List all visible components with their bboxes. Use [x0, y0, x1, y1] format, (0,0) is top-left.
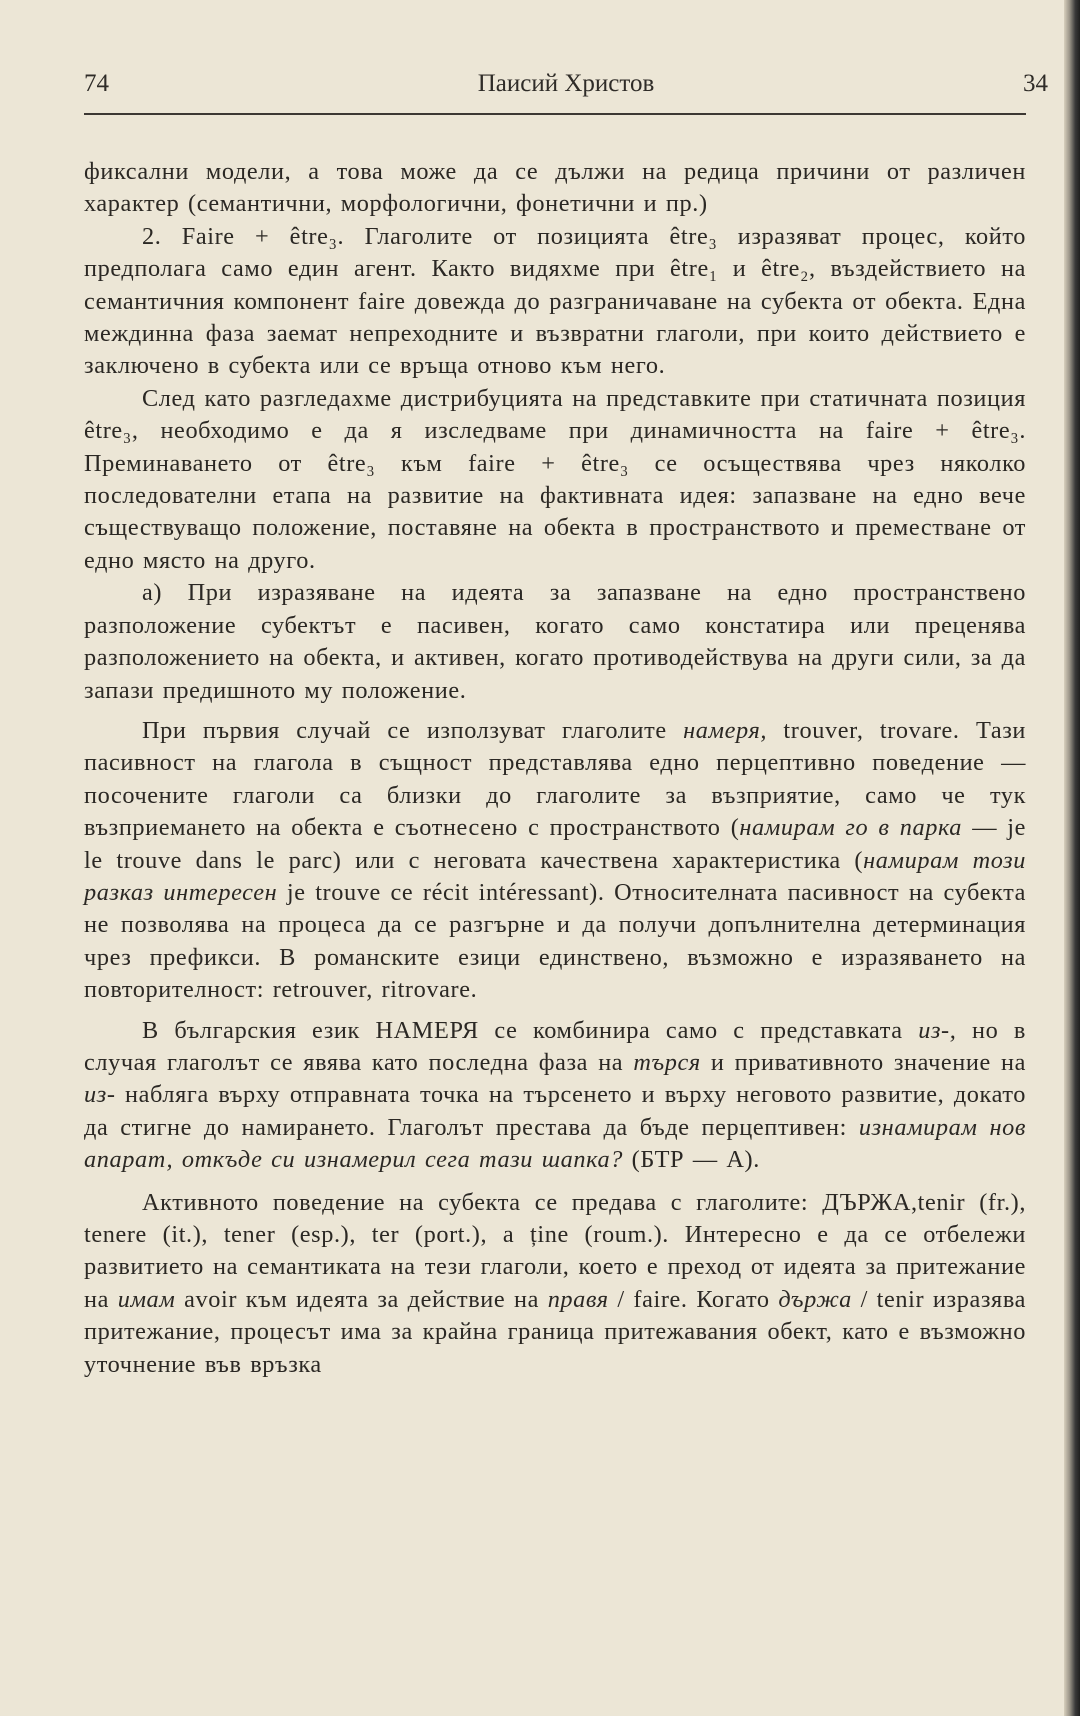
paragraph-5 [84, 715, 1026, 1007]
text-run: Активното поведение на субекта се предава с глаголите: ДЪРЖА,tenir (fr.), tenere (it.), tener (esp.), ter (port.), a ține (roum.). Интересно е да се отбележи развитието на семантиката на тези глаголи, което е преход от идеята за притежание на [84, 1188, 1026, 1313]
page-number-right: 34 [1023, 70, 1048, 97]
text-run: avoir към идеята за действие на [175, 1285, 548, 1313]
text-run: но в случая глаголът се явява като последна фаза на [84, 1016, 1026, 1076]
text-run: / tenir изразява притежание, процесът има за крайна граница притежавания обект, като е възможно уточнение във връзка [84, 1285, 1026, 1378]
paragraph-2: 2. Faire + être₃. Глаголите от позицията être₃ изразяват процес, който предполага само един агент. Както видяхме при être₁ и être₂, въздействието на семантичния компонент faire довежда до разграничаване на субекта от обекта. Една междинна фаза заемат непреходните и възвратни глаголи, при които действието е заключено в субекта или се връща отново към него. [84, 222, 1026, 380]
running-header [84, 68, 1048, 108]
italic-term: намеря, [683, 716, 768, 744]
body-text [84, 156, 1026, 1381]
text-run: набляга върху отправната точка на търсенето и върху неговото развитие, докато да стигне до намирането. Глаголът престава да бъде перцептивен: [84, 1081, 1026, 1141]
text-run: При първия случай се използуват глаголите [142, 716, 684, 744]
page-number-left: 74 [84, 70, 109, 97]
italic-term: из- [84, 1081, 116, 1109]
italic-term: държа [778, 1285, 852, 1313]
italic-example: изнамирам нов апарат, откъде си изнамерил сега тази шапка? [84, 1113, 1026, 1174]
header-rule [84, 113, 1026, 115]
italic-term: търся [633, 1048, 701, 1076]
paragraph-6 [84, 1015, 1026, 1177]
text-run: trouver, trovare. Тази пасивност на глагола в същност представлява едно перцептивно поведение — посочените глаголи са близки до глаголите за възприятие, само че тук възприемането на обекта е съотнесено с пространството ( [84, 716, 1026, 842]
italic-term: имам [117, 1285, 176, 1313]
running-title: Паисий Христов [477, 70, 655, 97]
paragraph-1: фиксални модели, а това може да се дължи на редица причини от различен характер (семантични, морфологични, фонетични и пр.) [84, 158, 1026, 218]
book-spine-edge [1064, 0, 1080, 1716]
italic-example: намирам този разказ интересен [84, 846, 1026, 906]
text-run: (БТР — А). [623, 1146, 760, 1174]
text-run: В българския език НАМЕРЯ се комбинира само с представката [142, 1016, 919, 1044]
italic-term: из-, [918, 1016, 957, 1044]
italic-example: намирам го в парка [739, 814, 963, 842]
italic-term: правя [547, 1285, 609, 1313]
text-run: / faire. Когато [608, 1285, 779, 1313]
paragraph-4: а) При изразяване на идеята за запазване на едно пространствено разположение субектът е пасивен, когато само констатира или преценява разположението на обекта, и активен, когато противодействува на други сили, за да запази предишното му положение. [84, 579, 1026, 704]
text-run: je trouve ce récit intéressant). Относителната пасивност на субекта не позволява на процеса да се разгърне и да получи допълнителна детерминация чрез префикси. В романските езици единствено, възможно е изразяването на повторителност: retrouver, ritrovare. [84, 878, 1026, 1004]
text-run: — je le trouve dans le parc) или с неговата качествена характеристика ( [84, 814, 1027, 874]
text-run: и привативното значение на [700, 1048, 1027, 1076]
paragraph-3: След като разгледахме дистрибуцията на представките при статичната позиция être₃, необходимо е да я изследваме при динамичността на faire + être₃. Преминаването от être₃ към faire + être₃ се осъществява чрез няколко последователни етапа на развитие на фактивната идея: запазване на едно вече съществуващо положение, поставяне на обекта в пространството и преместване от едно място на друго. [84, 384, 1026, 574]
paragraph-7 [84, 1187, 1026, 1381]
